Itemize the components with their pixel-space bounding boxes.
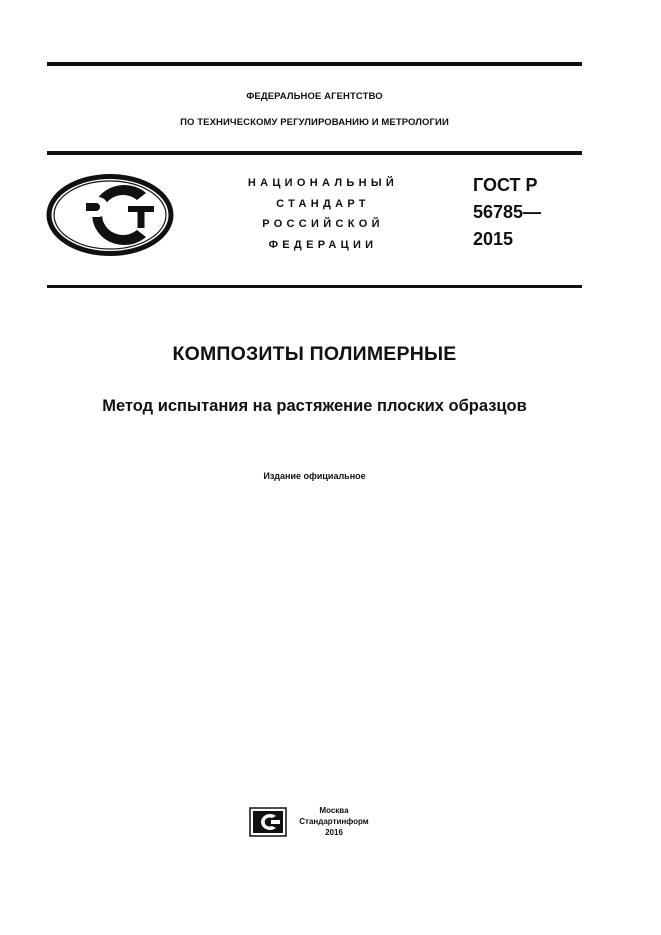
standartinform-logo-icon (249, 807, 287, 837)
gost-line3: 2015 (473, 229, 514, 249)
lower-rule (47, 285, 582, 288)
publisher-name: Стандартинформ (299, 817, 369, 826)
agency-name-line1: ФЕДЕРАЛЬНОЕ АГЕНТСТВО (246, 91, 383, 102)
publisher-year: 2016 (325, 828, 343, 837)
national-standard-heading (218, 173, 428, 255)
document-subtitle: Метод испытания на растяжение плоских образцов (102, 397, 527, 415)
national-line1: НАЦИОНАЛЬНЫЙ (247, 177, 399, 189)
top-rule (47, 62, 582, 66)
edition-label: Издание официальное (263, 471, 366, 481)
publisher-block (294, 805, 374, 838)
rst-logo-icon (46, 173, 174, 257)
national-line4: ФЕДЕРАЦИИ (268, 238, 378, 251)
national-line2: СТАНДАРТ (276, 197, 370, 210)
publisher-city: Москва (319, 806, 349, 815)
agency-name-line2: ПО ТЕХНИЧЕСКОМУ РЕГУЛИРОВАНИЮ И МЕТРОЛОГИИ (180, 117, 449, 128)
middle-rule (47, 151, 582, 155)
gost-line1: ГОСТ Р (473, 175, 538, 195)
gost-line2: 56785— (473, 202, 542, 222)
national-line3: РОССИЙСКОЙ (262, 218, 384, 230)
gost-designation (473, 172, 583, 253)
document-title: КОМПОЗИТЫ ПОЛИМЕРНЫЕ (172, 343, 457, 365)
